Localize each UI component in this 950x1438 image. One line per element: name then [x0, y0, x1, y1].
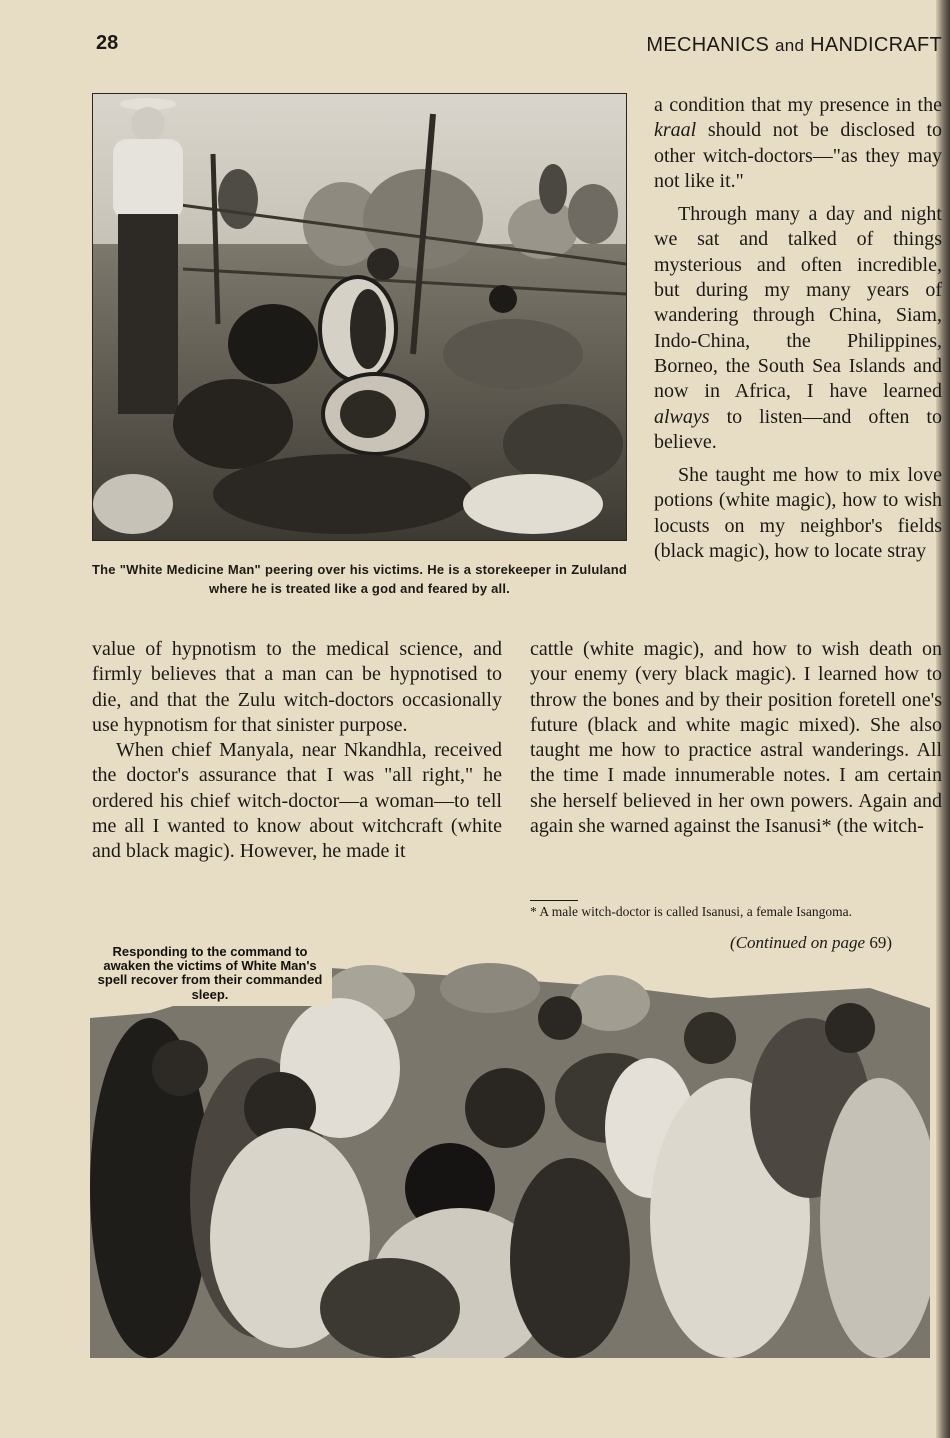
magazine-title-part1: MECHANICS	[646, 34, 770, 56]
top-photo-caption: The "White Medicine Man" peering over his victims. He is a storekeeper in Zululand where he is treated like a god and feared by all.	[92, 562, 627, 596]
emphasis: always	[654, 405, 710, 428]
paragraph: When chief Manyala, near Nkandhla, received the doctor's assurance that I was "all right," he ordered his chief witch-doctor—a woman—to tell me all I wanted to know about witchcraft (white and black magic). However, he made it	[92, 739, 502, 863]
magazine-title-and: and	[774, 36, 805, 55]
paragraph	[654, 93, 942, 194]
text-run: a condition that my presence in the	[654, 94, 942, 116]
page-number: 28	[96, 32, 119, 54]
footnote-rule	[530, 900, 578, 901]
running-head	[646, 34, 942, 57]
emphasis: kraal	[654, 119, 697, 142]
text-run: Through many a day and night we sat and talked of things mysterious and often incredible, but during my many years of wandering through China, Siam, Indo-China, the Philippines, Borneo, the South Sea Islands and now in Africa, I have learned	[654, 203, 942, 403]
footnote: * A male witch-doctor is called Isanusi, a female Isangoma.	[530, 904, 853, 919]
bottom-photo-caption: Responding to the command to awaken the victims of White Man's spell recover from their commanded sleep.	[88, 945, 332, 1006]
continued-note	[730, 933, 892, 953]
paragraph: She taught me how to mix love potions (white magic), how to wish locusts on my neighbor's fields (black magic), how to locate stray	[654, 464, 942, 563]
paragraph: cattle (white magic), and how to wish death on your enemy (very black magic). I learned how to throw the bones and by their position foretell one's future (black and white magic mixed). She also taught me how to practice astral wanderings. All the time I made innumerable notes. I am certain she herself believed in her own powers. Again and again she warned against the Isanusi* (the witch-	[530, 638, 942, 838]
top-photograph	[92, 93, 627, 541]
paragraph: value of hypnotism to the medical science, and firmly believes that a man can be hypnotised to die, and that the Zulu witch-doctors occasionally use hypnotism for that sinister purpose.	[92, 638, 502, 736]
text-run: to listen—and often to believe.	[654, 405, 942, 453]
left-column	[92, 637, 502, 865]
magazine-title-part2: HANDICRAFT	[810, 34, 942, 56]
right-column-top	[654, 93, 942, 564]
bottom-photograph	[90, 958, 930, 1358]
continued-page: 69)	[869, 933, 892, 952]
paragraph	[654, 202, 942, 455]
continued-prefix: (Continued on page	[730, 933, 866, 952]
middle-column	[530, 637, 942, 839]
text-run: should not be disclosed to other witch-doctors—"as they may not like it."	[654, 119, 942, 192]
